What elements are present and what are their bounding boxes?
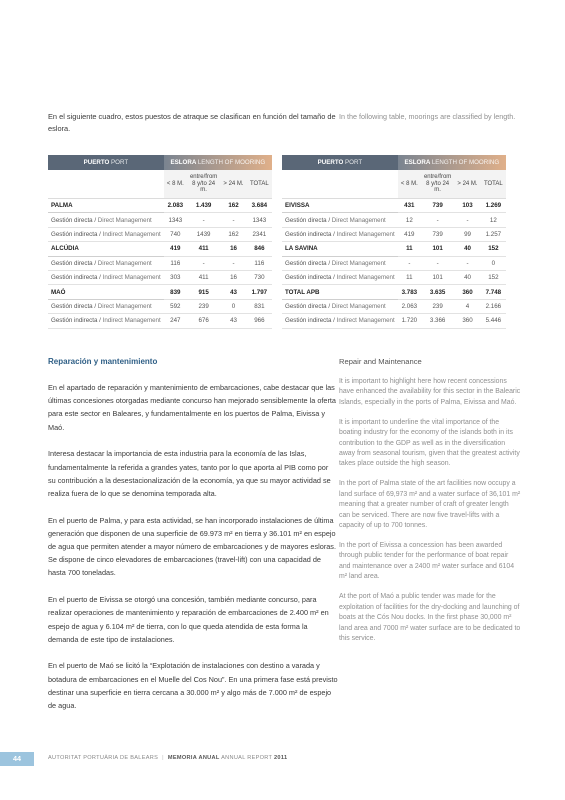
- cell-value: 1343: [247, 213, 272, 227]
- row-label: Gestión indirecta / Indirect Management: [48, 227, 164, 241]
- table-row: [48, 270, 272, 284]
- row-label: Gestión indirecta / Indirect Management: [282, 227, 398, 241]
- header-total: TOTAL: [481, 170, 506, 199]
- cell-value: 3.684: [247, 199, 272, 213]
- cell-value: 1439: [187, 227, 220, 241]
- row-label: EIVISSA: [282, 199, 398, 213]
- paragraph: En el puerto de Palma, y para esta actividad, se han incorporado instalaciones de última generación que disponen de una superficie de 69.973 m² en tierra y 36.101 m² en espejo de agua que permiten atender a mayor número de embarcaciones y de mayores esloras. Se dispone de cinco elevadores de embarcaciones (travel-lift) con una capacidad de hasta 700 toneladas.: [48, 515, 336, 578]
- row-label: Gestión indirecta / Indirect Management: [282, 270, 398, 284]
- header-8-24: entre/from 8 y/to 24 m.: [187, 170, 220, 199]
- table-row: [48, 227, 272, 241]
- paragraph: En el apartado de reparación y mantenimiento de embarcaciones, cabe destacar que las últimas concesiones otorgadas mediante concurso han mejorado sensiblemente la oferta para este sector en Baleares, y fundamentalmente en los puertos de Palma, Eivissa y Maó.: [48, 383, 336, 432]
- table-row: [48, 213, 272, 227]
- cell-value: 360: [454, 314, 480, 328]
- row-label: Gestión directa / Direct Management: [282, 256, 398, 270]
- footer-year: 2011: [274, 755, 288, 761]
- page-number: 44: [0, 752, 34, 766]
- row-label: ALCÚDIA: [48, 242, 164, 256]
- cell-value: 239: [187, 299, 220, 313]
- cell-value: 152: [481, 270, 506, 284]
- cell-value: 43: [220, 285, 246, 299]
- footer-org: AUTORITAT PORTUÀRIA DE BALEARS: [48, 755, 159, 761]
- cell-value: -: [187, 213, 220, 227]
- paragraph: It is important to highlight here how recent concessions have enhanced the availability for this sector in the Balearic Islands, especially in the ports of Palma, Eivissa and Maó.: [339, 378, 521, 406]
- cell-value: 1.257: [481, 227, 506, 241]
- cell-value: 3.783: [398, 285, 421, 299]
- cell-value: 1.439: [187, 199, 220, 213]
- cell-value: -: [220, 256, 246, 270]
- cell-value: 239: [421, 299, 454, 313]
- table-row: [48, 299, 272, 313]
- cell-value: 101: [421, 270, 454, 284]
- header-length: ESLORA LENGTH OF MOORING: [398, 155, 506, 170]
- cell-value: 676: [187, 314, 220, 328]
- header-blank: [48, 170, 164, 199]
- cell-value: 99: [454, 227, 480, 241]
- paragraph: In the port of Eivissa a concession has been awarded through public tender for the performance of boat repair and maintenance over a 2400 m² water surface and 6104 m² land area.: [339, 542, 515, 581]
- paragraph: Interesa destacar la importancia de esta industria para la economía de las Islas, fundamentalmente la referida a grandes yates, tanto por lo que aporta al PIB como por su contribución a la desestacionalización de la economía, ya que su mayor actividad se realiza fuera de lo que se denomina temporada alta.: [48, 449, 331, 498]
- body-text-en: [339, 377, 521, 654]
- table-row: [282, 227, 506, 241]
- cell-value: 12: [398, 213, 421, 227]
- cell-value: 7.748: [481, 285, 506, 299]
- paragraph: En el puerto de Eivissa se otorgó una concesión, también mediante concurso, para realizar operaciones de mantenimiento y reparación de embarcaciones de 2.400 m² en espejo de agua y 6.104 m² de tierra, con lo que queda atendida de esta forma la demanda de este tipo de instalaciones.: [48, 595, 329, 644]
- cell-value: -: [187, 256, 220, 270]
- cell-value: 16: [220, 270, 246, 284]
- cell-value: 0: [220, 299, 246, 313]
- cell-value: 152: [481, 242, 506, 256]
- cell-value: 419: [164, 242, 187, 256]
- header-port: PUERTO PORT: [282, 155, 398, 170]
- row-label: Gestión directa / Direct Management: [282, 213, 398, 227]
- cell-value: -: [398, 256, 421, 270]
- header-gt24: > 24 M.: [220, 170, 246, 199]
- cell-value: 0: [481, 256, 506, 270]
- header-8-24: entre/from 8 y/to 24 m.: [421, 170, 454, 199]
- table-row: [282, 199, 506, 213]
- cell-value: 3.635: [421, 285, 454, 299]
- cell-value: 5.446: [481, 314, 506, 328]
- cell-value: 360: [454, 285, 480, 299]
- body-text-es: [48, 381, 338, 726]
- table-row: [282, 285, 506, 299]
- cell-value: -: [454, 213, 480, 227]
- table-row: [48, 256, 272, 270]
- cell-value: 1.269: [481, 199, 506, 213]
- cell-value: 419: [398, 227, 421, 241]
- row-label: Gestión indirecta / Indirect Management: [282, 314, 398, 328]
- cell-value: 739: [421, 199, 454, 213]
- cell-value: 4: [454, 299, 480, 313]
- cell-value: 40: [454, 242, 480, 256]
- moorings-table-left: [48, 155, 272, 329]
- table-row: [282, 299, 506, 313]
- row-label: PALMA: [48, 199, 164, 213]
- header-port: PUERTO PORT: [48, 155, 164, 170]
- cell-value: 162: [220, 227, 246, 241]
- cell-value: 12: [481, 213, 506, 227]
- table-row: [48, 242, 272, 256]
- row-label: MAÓ: [48, 285, 164, 299]
- cell-value: 247: [164, 314, 187, 328]
- row-label: TOTAL APB: [282, 285, 398, 299]
- table-row: [282, 213, 506, 227]
- footer: AUTORITAT PORTUÀRIA DE BALEARS | MEMORIA ANUAL ANNUAL REPORT 2011: [48, 755, 288, 761]
- section-title-es: Reparación y mantenimiento: [48, 357, 158, 366]
- header-length: ESLORA LENGTH OF MOORING: [164, 155, 272, 170]
- header-blank: [282, 170, 398, 199]
- footer-report-en: ANNUAL REPORT: [221, 755, 273, 761]
- cell-value: 2341: [247, 227, 272, 241]
- paragraph: In the port of Palma state of the art facilities now occupy a land surface of 69,973 m² and a water surface of 36,101 m² meaning that a greater number of craft of greater length can be serviced. There are now five travel-lifts with a capacity of up to 700 tonnes.: [339, 480, 521, 530]
- cell-value: 592: [164, 299, 187, 313]
- section-title-en: Repair and Maintenance: [339, 357, 422, 366]
- header-total: TOTAL: [247, 170, 272, 199]
- row-label: Gestión indirecta / Indirect Management: [48, 270, 164, 284]
- cell-value: 739: [421, 227, 454, 241]
- cell-value: 40: [454, 270, 480, 284]
- cell-value: 16: [220, 242, 246, 256]
- cell-value: 730: [247, 270, 272, 284]
- cell-value: 103: [454, 199, 480, 213]
- cell-value: 839: [164, 285, 187, 299]
- cell-value: 831: [247, 299, 272, 313]
- cell-value: 1.797: [247, 285, 272, 299]
- cell-value: 303: [164, 270, 187, 284]
- table-row: [282, 314, 506, 328]
- table-row: [48, 285, 272, 299]
- header-lt8: < 8 M.: [398, 170, 421, 199]
- cell-value: 966: [247, 314, 272, 328]
- cell-value: 2.063: [398, 299, 421, 313]
- cell-value: 1343: [164, 213, 187, 227]
- row-label: LA SAVINA: [282, 242, 398, 256]
- intro-text-en: In the following table, moorings are classified by length.: [339, 112, 516, 121]
- row-label: Gestión directa / Direct Management: [48, 299, 164, 313]
- cell-value: -: [220, 213, 246, 227]
- row-label: Gestión directa / Direct Management: [48, 213, 164, 227]
- cell-value: -: [421, 256, 454, 270]
- cell-value: 740: [164, 227, 187, 241]
- cell-value: 411: [187, 270, 220, 284]
- paragraph: En el puerto de Maó se licitó la “Explotación de instalaciones con destino a varada y botadura de embarcaciones en el Muelle del Cos Nou”. En una primera fase está previsto destinar una superficie en tierra cercana a 30.000 m² y algo más de 7.000 m² de espejo de agua.: [48, 661, 338, 711]
- cell-value: 101: [421, 242, 454, 256]
- cell-value: 116: [247, 256, 272, 270]
- table-row: [48, 199, 272, 213]
- cell-value: 162: [220, 199, 246, 213]
- cell-value: 431: [398, 199, 421, 213]
- moorings-table-right: [282, 155, 506, 329]
- table-row: [282, 242, 506, 256]
- paragraph: At the port of Maó a public tender was made for the exploitation of facilities for the dry-docking and launching of boats at the Cós Nou docks. In the first phase 30,000 m² land area and 7000 m² water surface are to be dedicated to this service.: [339, 593, 521, 642]
- header-lt8: < 8 M.: [164, 170, 187, 199]
- cell-value: 116: [164, 256, 187, 270]
- row-label: Gestión directa / Direct Management: [48, 256, 164, 270]
- cell-value: 11: [398, 242, 421, 256]
- row-label: Gestión indirecta / Indirect Management: [48, 314, 164, 328]
- row-label: Gestión directa / Direct Management: [282, 299, 398, 313]
- cell-value: -: [421, 213, 454, 227]
- cell-value: 1.720: [398, 314, 421, 328]
- paragraph: It is important to underline the vital importance of the boating industry for the economy of the islands both in its contribution to the GDP as well as in the diversification away from seasonal tourism, given that the greatest activity takes place outside the high season.: [339, 418, 520, 468]
- intro-text-es: En el siguiente cuadro, estos puestos de atraque se clasifican en función del tamaño de eslora.: [48, 112, 336, 134]
- cell-value: 411: [187, 242, 220, 256]
- cell-value: 43: [220, 314, 246, 328]
- cell-value: 2.166: [481, 299, 506, 313]
- cell-value: 2.083: [164, 199, 187, 213]
- table-row: [282, 270, 506, 284]
- header-gt24: > 24 M.: [454, 170, 480, 199]
- table-row: [282, 256, 506, 270]
- cell-value: 915: [187, 285, 220, 299]
- cell-value: 3.366: [421, 314, 454, 328]
- table-row: [48, 314, 272, 328]
- cell-value: 11: [398, 270, 421, 284]
- cell-value: -: [454, 256, 480, 270]
- footer-report-es: MEMORIA ANUAL: [167, 755, 220, 761]
- cell-value: 846: [247, 242, 272, 256]
